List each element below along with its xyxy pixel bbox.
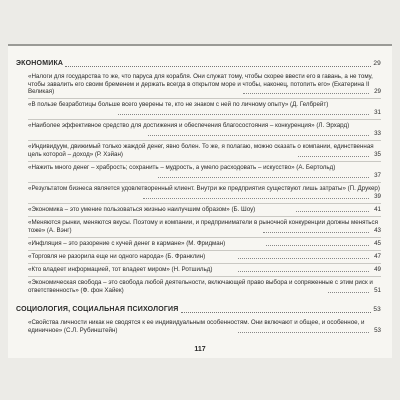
dot-leader	[298, 155, 369, 157]
entry-text: «Результатом бизнеса является удовлетворенный клиент. Внутри же предприятия существуют лишь затраты» (П. Друкер)	[28, 185, 380, 192]
dot-leader	[263, 231, 369, 233]
entry-divider	[28, 263, 381, 264]
toc-entry	[28, 143, 381, 159]
toc-entry	[28, 279, 381, 295]
dot-leader	[65, 66, 371, 67]
dot-leader	[328, 291, 369, 293]
entry-divider	[28, 182, 381, 183]
entry-text: «Торговля не разорила еще ни одного народа» (Б. Франклин)	[28, 253, 206, 260]
entry-page-number: 31	[374, 109, 381, 117]
book-page	[8, 44, 392, 358]
dot-leader	[118, 113, 369, 115]
entry-page-number: 51	[374, 287, 381, 295]
toc-entry	[28, 240, 381, 248]
entry-text: «Наиболее эффективное средство для достижения и обеспечения благосостояния – конкуренция» (Л. Эрхард)	[28, 122, 350, 129]
toc-entry	[28, 319, 381, 335]
entry-text: «Инфляция – это разорение с кучей денег в кармане» (М. Фридман)	[28, 240, 226, 247]
entry-divider	[28, 237, 381, 238]
entry-page-number: 47	[374, 253, 381, 261]
entry-page-number: 33	[374, 130, 381, 138]
section-header-sociology	[16, 304, 381, 316]
entry-page-number: 41	[374, 206, 381, 214]
dot-leader	[148, 134, 369, 136]
section-header-economics	[16, 58, 381, 70]
dot-leader	[243, 92, 369, 94]
entry-divider	[28, 276, 381, 277]
dot-leader	[266, 244, 369, 246]
dot-leader	[238, 270, 369, 272]
toc-entry	[28, 122, 381, 138]
toc-entry	[28, 73, 381, 96]
entry-page-number: 53	[374, 327, 381, 335]
toc-entry	[28, 185, 381, 201]
dot-leader	[238, 331, 369, 333]
toc-entry	[28, 219, 381, 235]
entry-page-number: 49	[374, 266, 381, 274]
entry-page-number: 45	[374, 240, 381, 248]
entry-page-number: 39	[374, 193, 381, 201]
entry-text: «Кто владеет информацией, тот владеет миром» (Н. Ротшильд)	[28, 266, 213, 273]
entry-divider	[28, 119, 381, 120]
entry-divider	[28, 250, 381, 251]
entry-text: «Экономическая свобода – это свобода любой деятельности, включающей право выбора и сопряженные с этим риск и ответственность» (Ф. фон Хайек)	[28, 279, 373, 294]
entry-text: «Свойства личности никак не сводятся к ее индивидуальным особенностям. Они включают и общее, и особенное, и единичное» (С.Л. Рубинштейн)	[28, 319, 365, 334]
entry-text: «Экономика – это умение пользоваться жизнью наилучшим образом» (Б. Шоу)	[28, 206, 256, 213]
entry-page-number: 29	[374, 88, 381, 96]
entry-divider	[28, 98, 381, 99]
entry-page-number: 37	[374, 172, 381, 180]
entry-page-number: 35	[374, 151, 381, 159]
dot-leader	[143, 197, 369, 199]
entry-text: «В пользе безработицы больше всего уверены те, кто не знаком с ней по личному опыту» (Д. Гелбрейт)	[28, 101, 329, 108]
entry-divider	[28, 216, 381, 217]
entry-divider	[28, 140, 381, 141]
section-title: СОЦИОЛОГИЯ, СОЦИАЛЬНАЯ ПСИХОЛОГИЯ	[16, 306, 179, 313]
entry-text: «Нажить много денег – храбрость; сохранить – мудрость, а умело расходовать – искусство» (А. Бертольд)	[28, 164, 336, 171]
entry-divider	[28, 203, 381, 204]
toc-entry	[28, 101, 381, 117]
toc-entry	[28, 266, 381, 274]
entry-text: «Индивидуум, движимый только жаждой денег, явно болен. То же, я полагаю, можно сказать о компании, единственная цель которой – доход» (Р. Хэйан)	[28, 143, 374, 158]
toc-entry	[28, 206, 381, 214]
entry-text: «Меняются рынки, меняются вкусы. Поэтому и компании, и предприниматели в рыночной конкуренции должны меняться тоже» (А. Вэнг)	[28, 219, 378, 234]
section-title: ЭКОНОМИКА	[16, 60, 64, 67]
toc-entry	[28, 164, 381, 180]
entry-page-number: 43	[374, 227, 381, 235]
dot-leader	[238, 257, 369, 259]
page-folio-number: 117	[194, 346, 206, 353]
entry-divider	[28, 161, 381, 162]
section-page-number: 53	[373, 306, 381, 313]
toc-entry	[28, 253, 381, 261]
section-page-number: 29	[373, 60, 381, 67]
entry-text: «Налоги для государства то же, что паруса для корабля. Они служат тому, чтобы скорее ввести его в гавань, а не тому, чтобы завалить его своим бременем и держать всегда в открытом море и чтобы, наконец, потопить его» (Екатерина II Великая)	[28, 73, 373, 96]
dot-leader	[296, 210, 369, 212]
dot-leader	[181, 312, 372, 313]
dot-leader	[158, 176, 369, 178]
